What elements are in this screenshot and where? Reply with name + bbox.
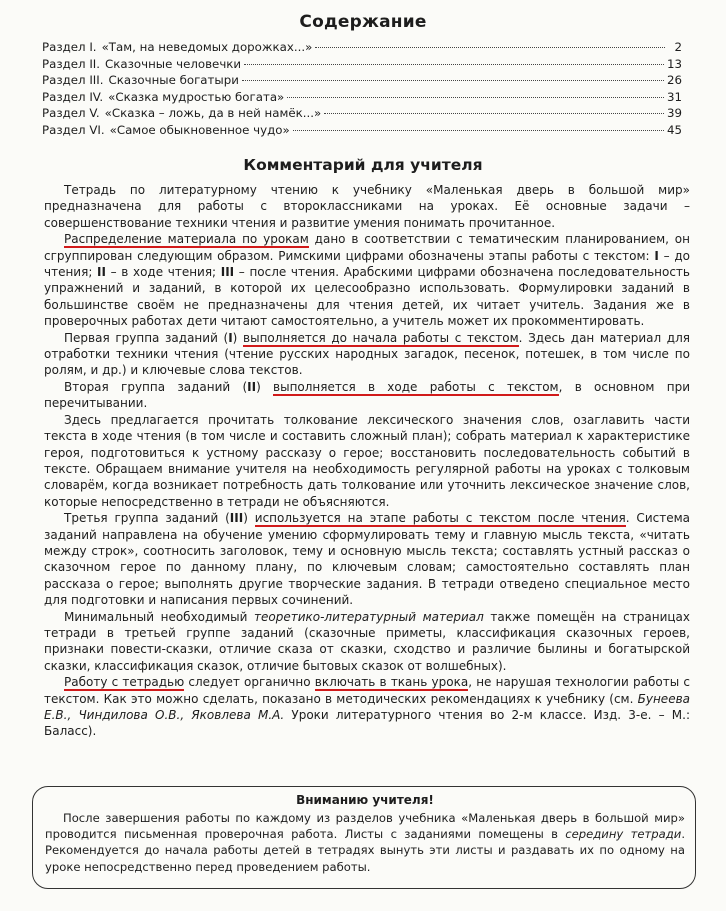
paragraph-text: Вторая группа заданий (	[64, 379, 248, 394]
paragraph-text: )	[243, 511, 255, 526]
toc-item[interactable]	[42, 57, 682, 74]
underlined-phrase: Работу с тетрадью	[64, 675, 185, 690]
paragraph-text: дано в соответствии с тематическим планированием, он сгруппирован следующим образом. Римскими цифрами обозначены этапы работы с текстом:	[44, 232, 690, 263]
paragraph-group-one	[44, 330, 690, 379]
roman-numeral: I	[654, 248, 659, 263]
toc-page-number: 13	[666, 56, 682, 71]
underlined-phrase: включать в ткань урока	[314, 675, 469, 690]
paragraph-text: следует органично	[184, 675, 315, 690]
italic-authors: Бунеева Е.В., Чиндилова О.В., Яковлева М.А.	[44, 691, 690, 722]
paragraph-text: . Система заданий направлена на обучение умению сформулировать тему и главную мысль текста, «читать между строк», соотносить заголовок, тему и основную мысль текста; составлять устный рассказ о сказочном герое по данному плану, по ключевым словам; самостоятельно составлять план рассказа о герое; выполнять другие творческие задания. В тетради отведено специальное место для подготовки и написания первых сочинений.	[44, 511, 690, 608]
commentary-title: Комментарий для учителя	[243, 156, 483, 174]
paragraph-text: Тетрадь по литературному чтению к учебнику «Маленькая дверь в большой мир» предназначена для работы с второклассниками на уроках. Её основные задачи – совершенствование техники чтения и развитие умения понимать прочитанное.	[44, 183, 690, 230]
table-of-contents	[42, 40, 682, 140]
toc-item-title: «Самое обыкновенное чудо»	[109, 122, 290, 137]
toc-page-number: 39	[666, 106, 682, 121]
paragraph-text: Здесь предлагается прочитать толкование лексического значения слов, озаглавить части текста в ходе чтения (в том числе и составить сложный план); собрать материал к характеристике героя, подготовиться к устному рассказу о герое; восстановить последовательность событий в тексте. Обращаем внимание учителя на необходимость регулярной работы на уроках с толковым словарём, когда возникает потребность дать толкование или уточнить лексическое значение слов, которые непосредственно в тетради не объясняются.	[44, 412, 690, 509]
roman-numeral: II	[247, 379, 257, 394]
paragraph-text: )	[232, 330, 244, 345]
paragraph-text: Первая группа заданий (	[64, 330, 229, 345]
paragraph-theory	[44, 609, 690, 675]
notice-title: Вниманию учителя!	[296, 793, 434, 807]
paragraph-text: . Рекомендуется до начала работы детей в тетрадях вынуть эти листы и раздавать их по одному на уроке непосредственно перед проведением работы.	[45, 827, 685, 874]
commentary-body	[44, 182, 690, 740]
paragraph-text: , не нарушая технологии работы с текстом. Как это можно сделать, показано в методических рекомендациях к учебнику (см.	[44, 675, 691, 706]
paragraph-text: После завершения работы по каждому из разделов учебника «Маленькая дверь в большой мир» проводится письменная проверочная работа. Листы с заданиями помещены в	[45, 811, 685, 842]
underlined-phrase: используется на этапе работы с текстом после чтения	[254, 511, 626, 526]
toc-item[interactable]	[42, 106, 682, 123]
paragraph-text: )	[256, 379, 274, 394]
toc-item-title: «Сказка – ложь, да в ней намёк...»	[104, 106, 322, 121]
toc-leader-dots	[315, 47, 665, 48]
paragraph-lesson-integration	[44, 674, 690, 740]
toc-title: Содержание	[299, 12, 427, 32]
toc-item-title: «Сказка мудростью богата»	[108, 89, 285, 104]
toc-leader-dots	[287, 97, 664, 98]
toc-section: Раздел V.	[42, 106, 100, 121]
italic-phrase: теоретико-литературный материал	[254, 609, 484, 624]
toc-item[interactable]	[42, 40, 682, 57]
toc-leader-dots	[293, 130, 664, 131]
italic-phrase: середину тетради	[565, 827, 682, 842]
toc-item[interactable]	[42, 123, 682, 140]
toc-section: Раздел III.	[42, 73, 104, 88]
toc-item-title: Сказочные богатыри	[108, 73, 239, 88]
underlined-phrase: выполняется в ходе работы с текстом	[273, 379, 559, 394]
paragraph-text: Уроки литературного чтения во 2-м классе. Изд. 3-е. – М.: Баласс).	[44, 708, 690, 739]
roman-numeral: II	[97, 265, 106, 280]
teacher-notice-box	[32, 786, 696, 889]
toc-leader-dots	[324, 113, 664, 114]
toc-section: Раздел IV.	[42, 89, 104, 104]
paragraph-text: , в основном при перечитывании.	[44, 379, 690, 411]
paragraph-intro	[44, 182, 690, 231]
toc-item[interactable]	[42, 73, 682, 90]
toc-page-number: 31	[666, 89, 682, 104]
toc-page-number: 2	[674, 40, 682, 54]
paragraph-text: Третья группа заданий (	[64, 511, 230, 526]
paragraph-text: . Здесь дан материал для отработки техники чтения (чтение русских народных загадок, песенок, потешек, в том числе по ролям, и др.) и ключевые слова текстов.	[44, 330, 690, 378]
toc-item-title: «Там, на неведомых дорожках...»	[101, 40, 313, 54]
paragraph-group-two-details	[44, 412, 690, 510]
toc-item[interactable]	[42, 90, 682, 107]
underlined-phrase: Распределение материала по урокам	[64, 232, 309, 247]
notice-text	[45, 810, 685, 875]
paragraph-group-two	[44, 379, 690, 412]
paragraph-text: – после чтения. Арабскими цифрами обозначена последовательность упражнений и заданий, в которой их целесообразно использовать. Формулировки заданий в большинстве своём не предназначены для чтения детей, их читает учитель. Задания же в проверочных работах дети читают самостоятельно, а учитель может их прокомментировать.	[44, 265, 690, 329]
paragraph-distribution	[44, 231, 690, 329]
paragraph-text: – до чтения;	[44, 248, 690, 280]
toc-leader-dots	[242, 80, 664, 81]
underlined-phrase: выполняется до начала работы с текстом	[243, 330, 519, 345]
paragraph-text: Минимальный необходимый	[64, 609, 254, 624]
toc-page-number: 26	[666, 73, 682, 88]
paragraph-group-three	[44, 510, 690, 608]
toc-section: Раздел I.	[42, 40, 97, 54]
roman-numeral: III	[220, 265, 235, 280]
roman-numeral: III	[229, 511, 244, 526]
roman-numeral: I	[228, 330, 233, 345]
paragraph-text: – в ходе чтения;	[105, 265, 221, 280]
toc-section: Раздел II.	[42, 56, 101, 71]
toc-section: Раздел VI.	[42, 122, 105, 137]
toc-item-title: Сказочные человечки	[105, 56, 242, 71]
paragraph-text: также помещён на страницах тетради в третьей группе заданий (сказочные приметы, классификация сказочных героев, признаки повести-сказки, отличие сказа от сказки, сходство и различие былины и богатырской сказки, классификация сказок, отличие бытовых сказок от волшебных).	[44, 609, 690, 673]
toc-leader-dots	[244, 64, 664, 65]
toc-page-number: 45	[666, 122, 682, 137]
